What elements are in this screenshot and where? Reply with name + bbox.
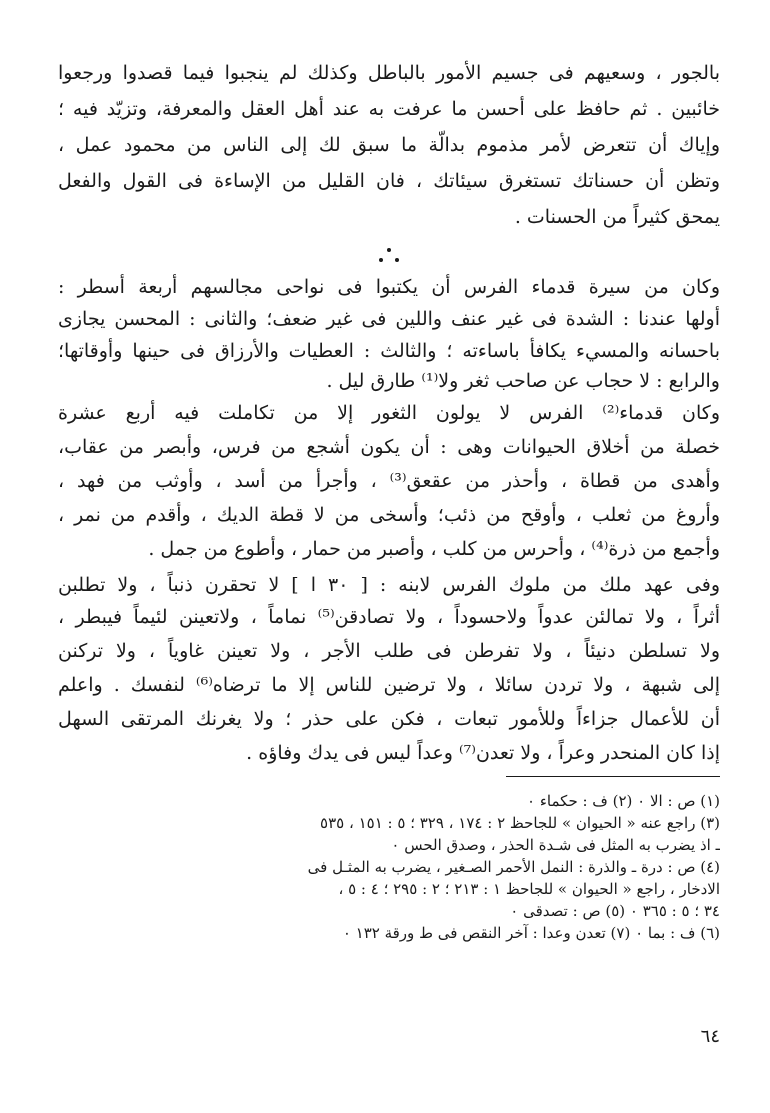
footnote: (٦) ف : بما ٠ (٧) تعدن وعدا : آخر النقص فى ط ورقة ١٣٢ ٠ xyxy=(342,924,720,942)
text-line: وفى عهد ملك من ملوك الفرس لابنه : [ ٣٠ ا ] لا تحقرن ذنباً ، ولا تطلبن xyxy=(58,574,720,596)
text-line: وتظن أن حسناتك تستغرق سيئاتك ، فان القليل من الإساءة فى القول والفعل xyxy=(58,170,720,192)
text-line: أثراً ، ولا تمالئن عدواً ولاحسوداً ، ولا تصادقن⁽⁵⁾ نماماً ، ولاتعينن لئيماً فيبطر ، xyxy=(58,606,720,628)
text-line: باحسانه والمسيء يكافأ باساءته ؛ والثالث : العطيات والأرزاق فى حينها وأوقاتها؛ xyxy=(58,340,720,362)
footnote: (٤) ص : درة ـ والذرة : النمل الأحمر الصـغير ، يضرب به المثـل فى xyxy=(307,858,720,876)
text-line: وأجمع من ذرة⁽⁴⁾ ، وأحرس من كلب ، وأصبر من حمار ، وأطوع من جمل . xyxy=(148,538,720,560)
footnote-rule xyxy=(506,776,720,777)
text-line: وكان من سيرة قدماء الفرس أن يكتبوا فى نواحى مجالسهم أربعة أسطر : xyxy=(58,276,720,298)
footnote: الادخار ، راجع « الحيوان » للجاحظ ١ : ٢١٣ ؛ ٢ : ٢٩٥ ؛ ٤ : ٥ ، xyxy=(338,880,720,898)
text-line: خصلة من أخلاق الحيوانات وهى : أن يكون أشجع من فرس، وأبصر من عقاب، xyxy=(58,436,720,458)
text-line: وكان قدماء⁽²⁾ الفرس لا يولون الثغور إلا من تكاملت فيه أربع عشرة xyxy=(58,402,720,424)
text-line: والرابع : لا حجاب عن صاحب ثغر ولا⁽¹⁾ طارق ليل . xyxy=(326,370,720,392)
footnote: ـ اذ يضرب به المثل فى شـدة الحذر ، وصدق الحس ٠ xyxy=(391,836,720,854)
text-line: إذا كان المنحدر وعراً ، ولا تعدن⁽⁷⁾ وعداً ليس فى يدك وفاؤه . xyxy=(246,742,720,764)
section-divider xyxy=(374,246,404,266)
text-line: أولها عندنا : الشدة فى غير عنف واللين فى غير ضعف؛ والثانى : المحسن يجازى xyxy=(58,308,720,330)
text-line: إلى شبهة ، ولا تردن سائلا ، ولا ترضين للناس إلا ما ترضاه⁽⁶⁾ لنفسك . واعلم xyxy=(58,674,720,696)
page-number: ٦٤ xyxy=(700,1026,720,1047)
footnote: (٣) راجع عنه « الحيوان » للجاحظ ٢ : ١٧٤ ، ٣٢٩ ؛ ٥ : ١٥١ ، ٥٣٥ xyxy=(320,814,720,832)
footnote: (١) ص : الا ٠ (٢) ف : حكماء ٠ xyxy=(527,792,720,810)
text-line: أن للأعمال جزاءاً وللأمور تبعات ، فكن على حذر ؛ ولا يغرنك المرتقى السهل xyxy=(58,708,720,730)
text-line: وأهدى من قطاة ، وأحذر من عقعق⁽³⁾ ، وأجرأ من أسد ، وأوثب من فهد ، xyxy=(58,470,720,492)
text-line: ولا تسلطن دنيئاً ، ولا تفرطن فى طلب الأجر ، ولا تعينن غاوياً ، ولا تركنن xyxy=(58,640,720,662)
text-line: يمحق كثيراً من الحسنات . xyxy=(514,206,720,228)
text-line: بالجور ، وسعيهم فى جسيم الأمور بالباطل وكذلك لم ينجبوا فيما قصدوا ورجعوا xyxy=(58,62,720,84)
text-line: خائبين . ثم حافظ على أحسن ما عرفت به عند أهل العقل والمعرفة، وتزيّد فيه ؛ xyxy=(58,98,720,120)
footnote: ٣٤ ؛ ٥ : ٣٦٥ ٠ (٥) ص : تصدقى ٠ xyxy=(510,902,720,920)
text-line: وإياك أن تتعرض لأمر مذموم بدالّة ما سبق لك إلى الناس من محمود عمل ، xyxy=(58,134,720,156)
text-line: وأروغ من ثعلب ، وأوقح من ذئب؛ وأسخى من لا قطة الديك ، وأقدم من نمر ، xyxy=(58,504,720,526)
